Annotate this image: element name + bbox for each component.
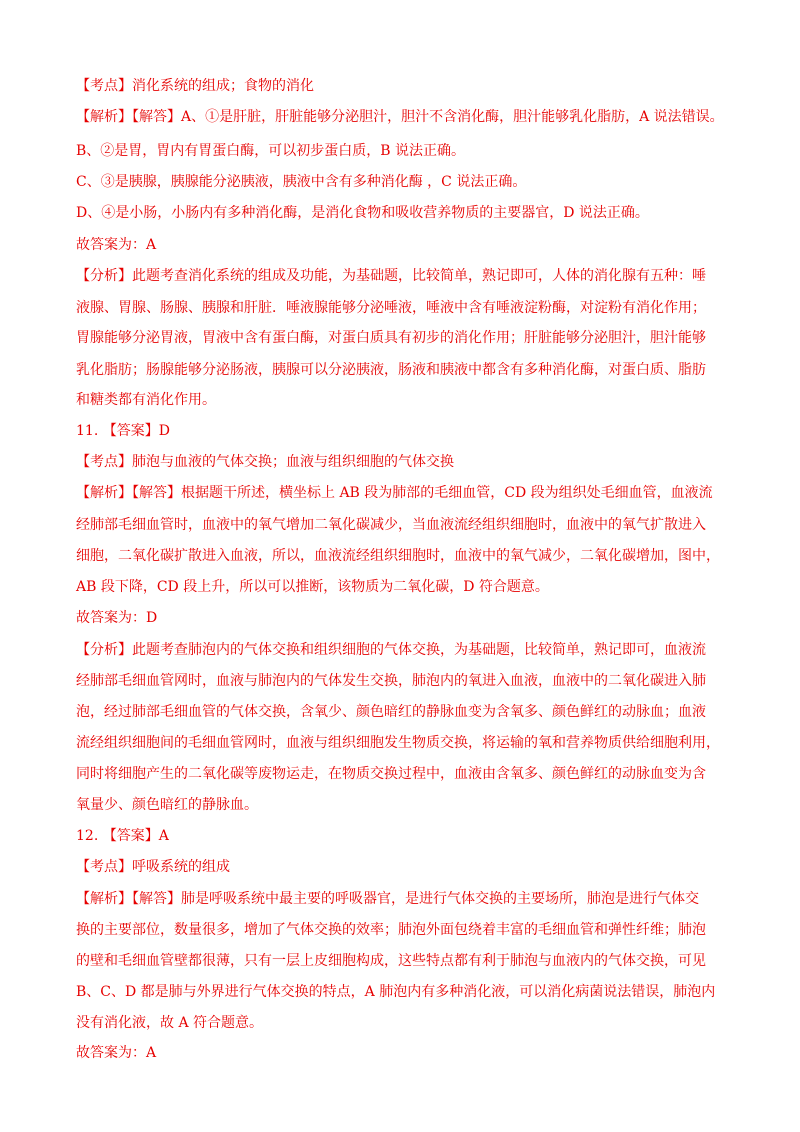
text-line: AB 段下降，CD 段上升，所以可以推断，该物质为二氧化碳，D 符合题意。 [76,579,549,595]
text-line: B、②是胃，胃内有胃蛋白酶，可以初步蛋白质，B 说法正确。 [76,143,466,159]
text-line: 【考点】呼吸系统的组成 [76,859,230,875]
text-line: 经肺部毛细血管网时，血液与肺泡内的气体发生交换，肺泡内的氧进入血液，血液中的二氧化碳进入肺 [76,673,706,689]
text-line: 乳化脂肪；肠腺能够分泌肠液，胰腺可以分泌胰液，肠液和胰液中都含有多种消化酶，对蛋白质、脂肪 [76,362,706,378]
text-line: 经肺部毛细血管时，血液中的氧气增加二氧化碳减少，当血液流经组织细胞时，血液中的氧气扩散进入 [76,517,706,533]
text-line: 【考点】肺泡与血液的气体交换；血液与组织细胞的气体交换 [76,454,454,470]
text-line: 故答案为：D [76,610,158,626]
text-line: 同时将细胞产生的二氧化碳等废物运走，在物质交换过程中，血液由含氧多、颜色鲜红的动脉血变为含 [76,766,706,782]
text-line: 【解析】【解答】A、①是肝脏，肝脏能够分泌胆汁，胆汁不含消化酶，胆汁能够乳化脂肪，A 说法错误。 [76,109,724,125]
text-line: 【解析】【解答】根据题干所述，横坐标上 AB 段为肺部的毛细血管，CD 段为组织处毛细血管，血液流 [76,485,713,501]
text-line: 【解析】【解答】肺是呼吸系统中最主要的呼吸器官，是进行气体交换的主要场所，肺泡是进行气体交 [76,891,699,907]
text-line: 流经组织细胞间的毛细血管网时，血液与组织细胞发生物质交换，将运输的氧和营养物质供给细胞利用， [76,735,720,751]
text-line: 【分析】此题考查消化系统的组成及功能，为基础题，比较简单，熟记即可，人体的消化腺有五种：唾 [76,268,706,284]
text-line: 故答案为：A [76,237,157,253]
text-line: 泡，经过肺部毛细血管的气体交换，含氧少、颜色暗红的静脉血变为含氧多、颜色鲜红的动脉血；血液 [76,704,706,720]
question-number: 12. 【答案】A [76,828,169,844]
text-line: 胃腺能够分泌胃液，胃液中含有蛋白酶，对蛋白质具有初步的消化作用；肝脏能够分泌胆汁，胆汁能够 [76,330,706,346]
question-number: 11. 【答案】D [76,423,170,439]
text-line: 【考点】消化系统的组成；食物的消化 [76,78,314,94]
text-line: 故答案为：A [76,1045,157,1061]
text-line: 没有消化液，故 A 符合题意。 [76,1015,264,1031]
text-line: D、④是小肠，小肠内有多种消化酶，是消化食物和吸收营养物质的主要器官，D 说法正确。 [76,205,649,221]
text-line: 细胞，二氧化碳扩散进入血液，所以，血液流经组织细胞时，血液中的氧气减少，二氧化碳增加，图中， [76,548,720,564]
text-line: 换的主要部位，数量很多，增加了气体交换的效率；肺泡外面包绕着丰富的毛细血管和弹性纤维；肺泡 [76,922,706,938]
text-line: C、③是胰腺，胰腺能分泌胰液，胰液中含有多种消化酶 ，C 说法正确。 [76,174,527,190]
text-line: 和糖类都有消化作用。 [76,392,216,408]
text-line: B、C、D 都是肺与外界进行气体交换的特点，A 肺泡内有多种消化液，可以消化病菌说法错误，肺泡内 [76,984,716,1000]
text-line: 液腺、胃腺、肠腺、胰腺和肝脏．唾液腺能够分泌唾液，唾液中含有唾液淀粉酶，对淀粉有消化作用； [76,300,706,316]
text-line: 【分析】此题考查肺泡内的气体交换和组织细胞的气体交换，为基础题，比较简单，熟记即可，血液流 [76,642,706,658]
text-line: 的壁和毛细血管壁都很薄，只有一层上皮细胞构成，这些特点都有利于肺泡与血液内的气体交换，可见 [76,953,706,969]
text-line: 氧量少、颜色暗红的静脉血。 [76,797,258,813]
